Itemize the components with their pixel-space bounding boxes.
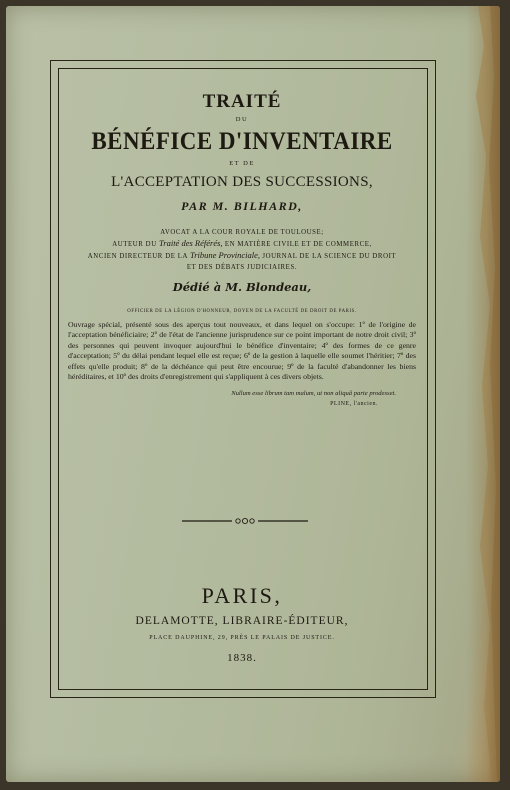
author-work-3: ET DES DÉBATS JUDICIAIRES. bbox=[186, 264, 298, 271]
author-work-1-post: EN MATIÈRE CIVILE ET DE COMMERCE, bbox=[224, 241, 372, 248]
author-work-2 bbox=[62, 250, 422, 262]
dedication-subline: OFFICIER DE LA LÉGION D'HONNEUR, DOYEN DE LA FACULTÉ DE DROIT DE PARIS. bbox=[127, 308, 357, 314]
title-line-du: DU bbox=[235, 116, 249, 123]
author-work-1 bbox=[62, 238, 422, 250]
dedication-line: Dédié à M. Blondeau, bbox=[172, 280, 312, 294]
epigraph-quote: Nullum esse librum tam malum, ut non aliquâ parte prodesset. bbox=[231, 390, 396, 398]
title-main: BÉNÉFICE D'INVENTAIRE bbox=[91, 128, 393, 155]
imprint-city: PARIS, bbox=[201, 583, 283, 608]
author-work-2-post: JOURNAL DE LA SCIENCE DU DROIT bbox=[262, 253, 397, 260]
author-work-1-pre: AUTEUR DU bbox=[112, 241, 157, 248]
title-subtitle: L'ACCEPTATION DES SUCCESSIONS, bbox=[111, 174, 373, 190]
description-paragraph: Ouvrage spécial, présenté sous des aperçus tout nouveaux, et dans lequel on s'occupe: 1º de l'origine de l'acceptation bénéficiaire; 2º de l'état de l'ancienne jurisprudence sur ce point important de notre droit civil; 3º des personnes qui peuvent invoquer aujourd'hui le bénéfice d'inventaire; 4º des formes de ce genre d'acceptation; 5º du délai pendant lequel elle est reçue; 6º de la gestion à laquelle elle soumet l'héritier; 7º des effets qu'elle produit; 8º de la déchéance qui peut être encourue; 9º de la faculté d'abandonner les biens héréditaires, et 10º des droits d'enregistrement qui s'appliquent à ces divers objets. bbox=[68, 319, 416, 382]
ornament-divider bbox=[180, 515, 310, 527]
imprint-year: 1838. bbox=[227, 652, 257, 664]
author-role: AVOCAT A LA COUR ROYALE DE TOULOUSE; bbox=[160, 229, 324, 236]
epigraph-source: PLINE, l'ancien. bbox=[330, 401, 378, 408]
imprint-address: PLACE DAUPHINE, 29, PRÈS LE PALAIS DE JUSTICE. bbox=[149, 635, 335, 641]
author-name: PAR M. BILHARD, bbox=[181, 199, 303, 213]
author-work-2-pre: ANCIEN DIRECTEUR DE LA bbox=[87, 253, 188, 260]
title-block bbox=[62, 90, 422, 409]
author-work-2-title: Tribune Provinciale, bbox=[189, 250, 261, 260]
author-work-1-title: Traité des Référés, bbox=[159, 238, 223, 248]
paper-wear-edge bbox=[440, 6, 500, 782]
imprint-publisher: DELAMOTTE, LIBRAIRE-ÉDITEUR, bbox=[135, 615, 349, 627]
title-line-traite: TRAITÉ bbox=[202, 91, 282, 112]
title-line-et-de: ET DE bbox=[229, 160, 255, 167]
imprint-block bbox=[62, 582, 422, 666]
